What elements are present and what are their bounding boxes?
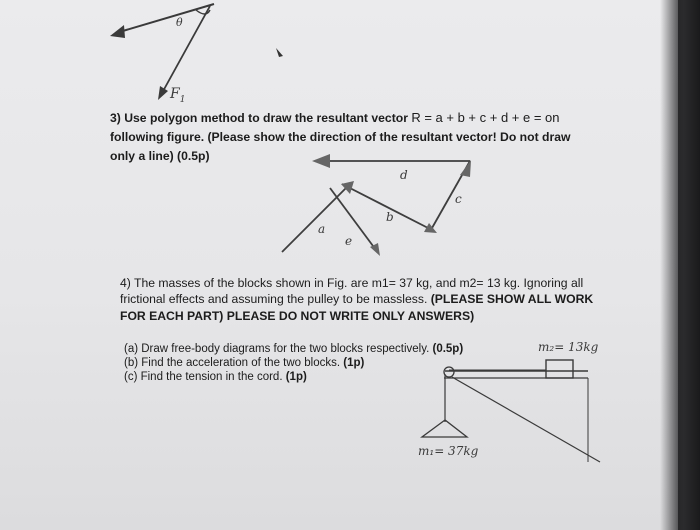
- q4-line2: frictional effects and assuming the pulley to be massless. (PLEASE SHOW ALL WORK: [120, 292, 594, 306]
- vector-f2-arrowhead: [110, 25, 125, 38]
- q3-vector-figure: [282, 154, 471, 256]
- mass-m1-label: m₁= 37kg: [418, 444, 479, 458]
- vector-a-label: a: [318, 222, 326, 236]
- vector-b-label: b: [386, 210, 394, 224]
- vector-f1-line: [162, 6, 210, 93]
- vector-a-line: [282, 184, 353, 252]
- q4-line1: 4) The masses of the blocks shown in Fig. are m1= 37 kg, and m2= 13 kg. Ignoring all: [120, 276, 584, 290]
- q4-line3: FOR EACH PART) PLEASE DO NOT WRITE ONLY ANSWERS): [120, 309, 475, 323]
- vector-e-label: e: [345, 234, 353, 248]
- block-m1: [422, 420, 467, 437]
- q3-line2: following figure. (Please show the direction of the resultant vector! Do not draw: [110, 130, 571, 144]
- vector-f2-line: [116, 4, 214, 33]
- vector-f1-arrowhead: [158, 86, 168, 100]
- mass-m2-label: m₂= 13kg: [538, 340, 599, 354]
- angle-label: θ: [176, 16, 183, 29]
- vector-c-arrowhead: [460, 160, 471, 177]
- vector-d-label: d: [400, 168, 408, 182]
- force-f1-label: $F_1$: [170, 86, 186, 105]
- cursor-mark: [276, 48, 283, 57]
- q3-line3: only a line) (0.5p): [110, 149, 210, 163]
- q3-line1: 3) Use polygon method to draw the resultant vector R = a + b + c + d + e = on: [110, 110, 560, 125]
- q4-part-a: (a) Draw free-body diagrams for the two blocks respectively. (0.5p): [124, 343, 464, 355]
- q4-part-b: (b) Find the acceleration of the two blocks. (1p): [124, 357, 365, 369]
- page-edge-shadow: [660, 0, 700, 530]
- vector-b-arrowhead: [424, 223, 437, 233]
- vector-c-label: c: [455, 192, 462, 206]
- q4-part-c: (c) Find the tension in the cord. (1p): [124, 371, 307, 383]
- block-m2: [546, 360, 573, 378]
- vector-d-arrowhead: [312, 154, 330, 168]
